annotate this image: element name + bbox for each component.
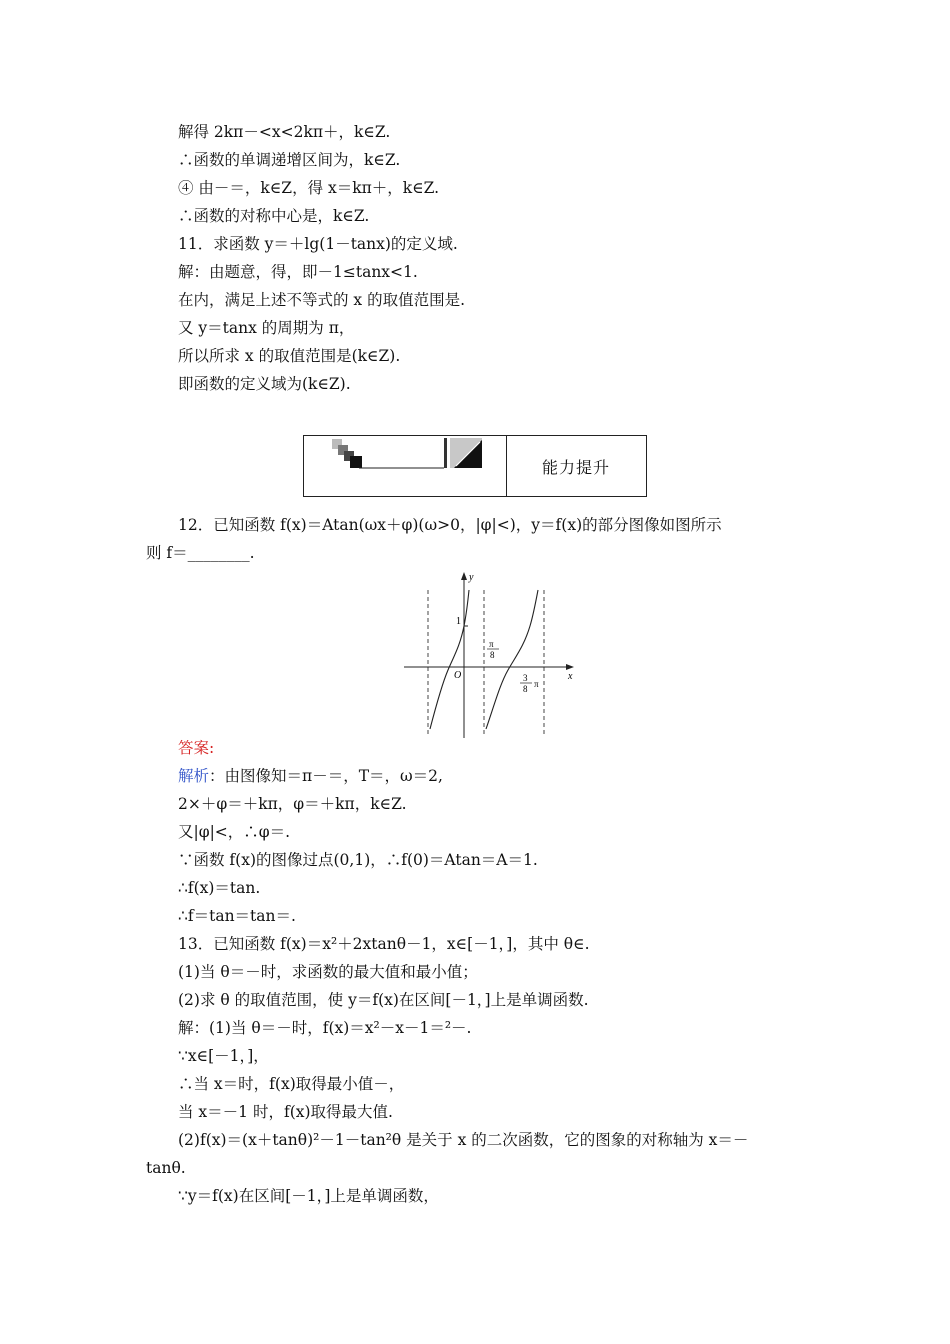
banner-decoration-icon — [304, 436, 506, 498]
problem-11-title: 11．求函数 y＝＋lg(1－tanx)的定义域. — [178, 235, 458, 253]
three8-denominator: 8 — [523, 684, 528, 694]
text-line: 即函数的定义域为(k∈Z). — [178, 375, 351, 393]
text-line: (1)当 θ＝－时，求函数的最大值和最小值； — [178, 963, 478, 981]
text-line: ∴当 x＝时，f(x)取得最小值－， — [178, 1075, 405, 1093]
text-line: ∴f＝tan＝tan＝. — [178, 907, 296, 925]
text-line: (2)f(x)＝(x＋tanθ)²－1－tan²θ 是关于 x 的二次函数，它的图象的对称轴为 x＝－ — [178, 1131, 749, 1149]
text-line: ∵x∈[－1，]， — [178, 1047, 269, 1065]
text-line: 在内，满足上述不等式的 x 的取值范围是. — [178, 291, 466, 309]
text-line: 解：由题意，得，即－1≤tanx<1. — [178, 263, 418, 281]
text-line: (2)求 θ 的取值范围，使 y＝f(x)在区间[－1，]上是单调函数. — [178, 991, 589, 1009]
tangent-branch-1 — [430, 590, 469, 729]
text-line: ∴函数的单调递增区间为，k∈Z. — [178, 151, 401, 169]
analysis-text: ：由图像知＝π－＝，T＝，ω＝2, — [209, 767, 443, 785]
text-line: 当 x＝－1 时，f(x)取得最大值. — [178, 1103, 393, 1121]
three8-pi: π — [534, 679, 539, 689]
section-banner — [303, 435, 647, 497]
tangent-graph — [398, 566, 578, 742]
text-line: ∵y＝f(x)在区间[－1，]上是单调函数， — [178, 1187, 439, 1205]
text-line: 又|φ|<，∴φ＝. — [178, 823, 291, 841]
x-axis-arrow-icon — [566, 664, 574, 670]
y-axis-arrow-icon — [461, 572, 467, 580]
y-axis-label: y — [469, 572, 474, 583]
analysis-label: 解析 — [178, 767, 210, 785]
text-line: ∵函数 f(x)的图像过点(0,1)，∴f(0)＝Atan＝A＝1. — [178, 851, 538, 869]
text-line: 所以所求 x 的取值范围是(k∈Z). — [178, 347, 401, 365]
problem-12-line: 12．已知函数 f(x)＝Atan(ωx＋φ)(ω>0，|φ|<)，y＝f(x)的部分图像如图所示 — [178, 516, 722, 534]
problem-12-blank: 则 f＝________. — [146, 544, 255, 562]
text-line: ∴f(x)＝tan. — [178, 879, 261, 897]
analysis-line — [178, 766, 443, 786]
answer-label: 答案: — [178, 739, 215, 757]
banner-label: 能力提升 — [541, 457, 610, 477]
x-axis-label: x — [568, 671, 573, 682]
pi8-numerator: π — [489, 639, 494, 649]
pi8-denominator: 8 — [490, 650, 495, 660]
text-line: 解：(1)当 θ＝－时，f(x)＝x²－x－1＝²－. — [178, 1019, 472, 1037]
one-label: 1 — [456, 616, 461, 627]
text-line: 2×＋φ＝＋kπ，φ＝＋kπ，k∈Z. — [178, 795, 407, 813]
text-line: 又 y＝tanx 的周期为 π， — [178, 319, 355, 337]
text-line: ④ 由－＝，k∈Z，得 x＝kπ＋，k∈Z. — [178, 179, 440, 197]
text-line: tanθ. — [146, 1159, 186, 1177]
three8-numerator: 3 — [523, 673, 528, 683]
text-line: ∴函数的对称中心是，k∈Z. — [178, 207, 370, 225]
origin-label: O — [454, 670, 462, 681]
problem-13-title: 13．已知函数 f(x)＝x²＋2xtanθ－1，x∈[－1，]，其中 θ∈. — [178, 935, 590, 953]
text-line: 解得 2kπ－<x<2kπ＋，k∈Z. — [178, 123, 391, 141]
